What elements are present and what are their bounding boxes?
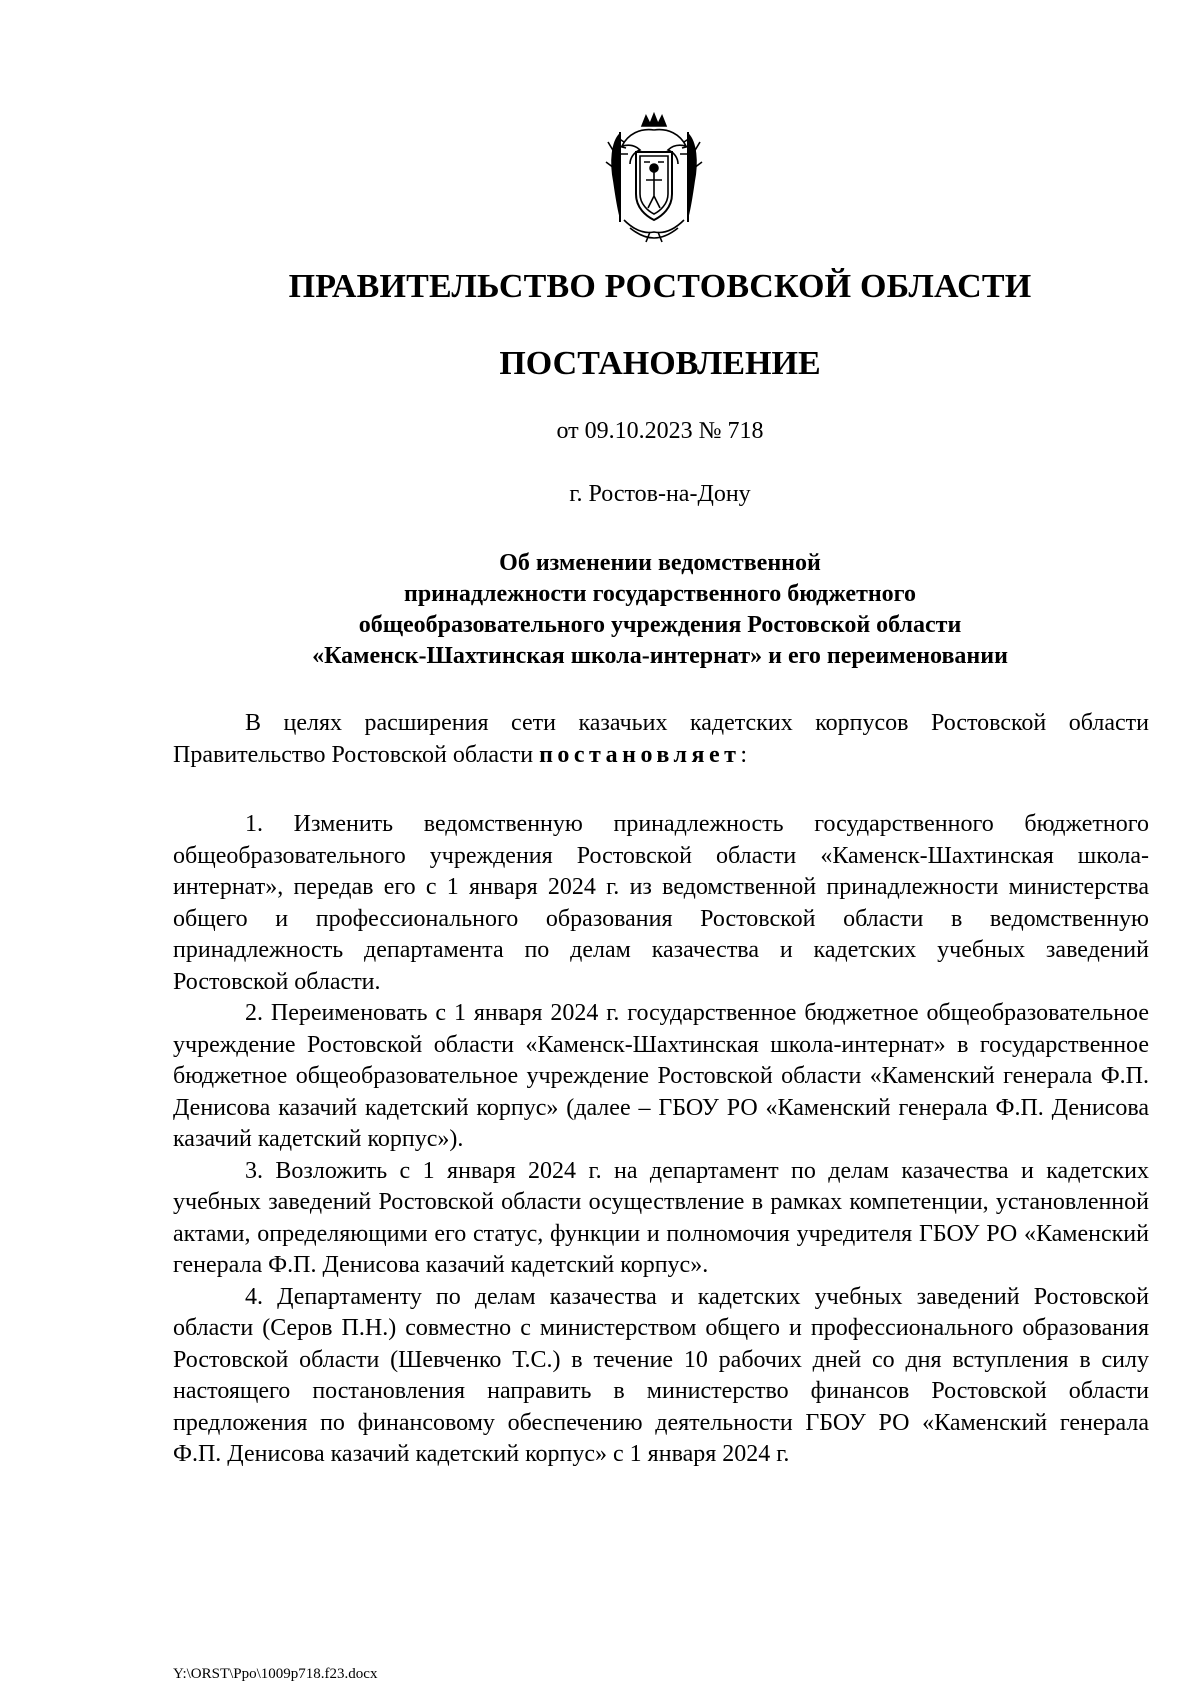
document-city: г. Ростов-на-Дону: [569, 481, 751, 507]
coat-of-arms-icon: [600, 112, 708, 244]
preamble: [173, 708, 1149, 771]
preamble-text: В целях расширения сети казачьих кадетских корпусов Ростовской области Правительство Ростовской области: [173, 710, 1149, 768]
resolution-item: 3. Возложить с 1 января 2024 г. на департамент по делам казачества и кадетских учебных заведений Ростовской области осуществление в рамках компетенции, установленной актами, определяющими его статус, функции и полномочия учредителя ГБОУ РО «Каменский генерала Ф.П. Денисова казачий кадетский корпус».: [173, 1157, 1149, 1278]
subject-line: Об изменении ведомственной: [499, 550, 821, 576]
resolution-item: 2. Переименовать с 1 января 2024 г. государственное бюджетное общеобразовательное учреждение Ростовской области «Каменск-Шахтинская школа-интернат» в государственное бюджетное общеобразовательное учреждение Ростовской области «Каменский генерала Ф.П. Денисова казачий кадетский корпус» (далее – ГБОУ РО «Каменский генерала Ф.П. Денисова казачий кадетский корпус»).: [173, 1000, 1149, 1152]
document-type: ПОСТАНОВЛЕНИЕ: [499, 345, 821, 382]
resolution-item: 1. Изменить ведомственную принадлежность государственного бюджетного общеобразовательного учреждения Ростовской области «Каменск-Шахтинская школа-интернат», передав его с 1 января 2024 г. из ведомственной принадлежности министерства общего и профессионального образования Ростовской области в ведомственную принадлежность департамента по делам казачества и кадетских учебных заведений Ростовской области.: [173, 811, 1149, 995]
subject-line: принадлежности государственного бюджетного: [404, 581, 916, 607]
subject-line: «Каменск-Шахтинская школа-интернат» и его переименовании: [312, 643, 1008, 669]
resolution-item: 4. Департаменту по делам казачества и кадетских учебных заведений Ростовской области (Серов П.Н.) совместно с министерством общего и профессионального образования Ростовской области (Шевченко Т.С.) в течение 10 рабочих дней со дня вступления в силу настоящего постановления направить в министерство финансов Ростовской области предложения по финансовому обеспечению деятельности ГБОУ РО «Каменский генерала Ф.П. Денисова казачий кадетский корпус» с 1 января 2024 г.: [173, 1283, 1149, 1467]
resolves-word: постановляет: [539, 741, 741, 768]
subject-line: общеобразовательного учреждения Ростовской области: [358, 612, 962, 638]
government-title: ПРАВИТЕЛЬСТВО РОСТОВСКОЙ ОБЛАСТИ: [288, 268, 1032, 305]
preamble-end: :: [740, 741, 748, 768]
document-date-number: от 09.10.2023 № 718: [556, 418, 764, 444]
document-subject: [170, 548, 1150, 672]
file-path-footer: Y:\ORST\Ppo\1009p718.f23.docx: [173, 1666, 378, 1682]
resolution-items: [173, 809, 1149, 1471]
